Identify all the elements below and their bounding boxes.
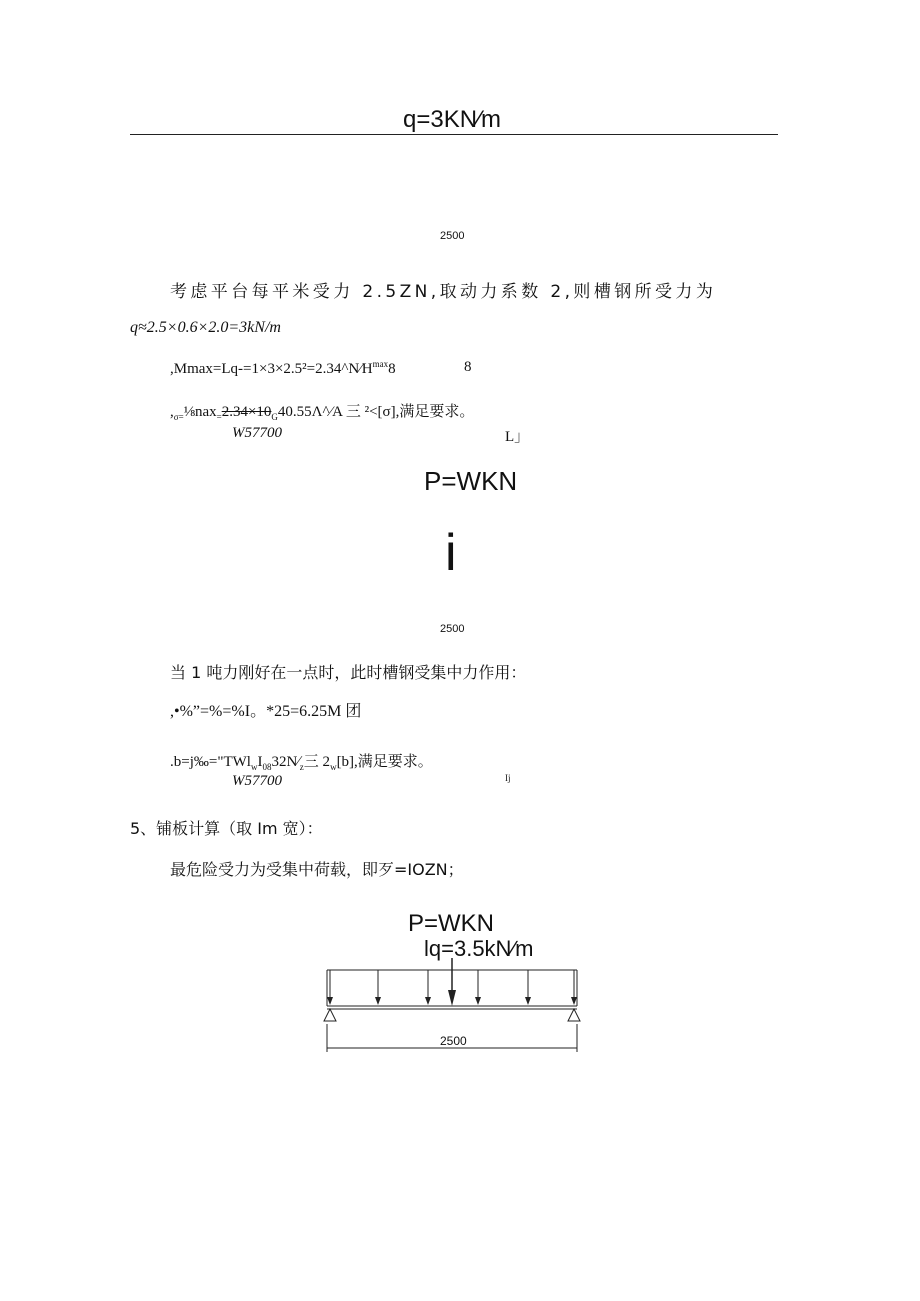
calc2-stress-formula [170,750,433,772]
calc1-stress-sub: σ= [173,412,184,422]
dist-arrowhead-1 [327,997,333,1005]
calc1-section-modulus: W57700 [232,425,282,441]
diagram1-beam-line [130,134,778,135]
calc2-stress-sub-w: w [250,762,258,772]
diagram3-dist-load: lq=3.5kN∕m [424,936,534,961]
diagram1-load-label: q=3KN∕m [403,106,502,133]
diagram2-arrow-glyph: i [445,524,457,582]
calc1-bracket-note: L」 [505,429,530,445]
calc2-section-modulus: W57700 [232,773,282,789]
diagram3-dimension: 2500 [440,1034,467,1048]
calc1-stress-rest: 40.55Λ^⁄A 三 ²<[σ],满足要求。 [277,404,475,420]
calc1-stress-struck: 2.34×10 [221,404,272,420]
calc2-stress-d: 三 2 [303,754,331,770]
calc1-moment-denominator: 8 [464,359,472,375]
calc1-stress-sub2: = [216,412,222,422]
calc1-intro: 考虑平台每平米受力 2.5ZN,取动力系数 2,则槽钢所受力为 [170,282,717,302]
point-arrowhead [448,990,456,1006]
calc2-stress-e: [b],满足要求。 [336,754,433,770]
calc1-stress-main: ⅛nax [183,404,217,420]
dist-arrowhead-6 [571,997,577,1005]
calc1-moment-sup: max [372,359,389,369]
right-support [568,1009,580,1021]
diagram1-dimension: 2500 [440,230,465,242]
calc1-q-formula: q≈2.5×0.6×2.0=3kN/m [130,319,281,336]
calc1-moment-main: ,Mmax=Lq-=1×3×2.5²=2.34^N∕H [170,361,373,377]
calc2-stress-sub-z: z [299,762,304,772]
section5-text: 最危险受力为受集中荷载，即歹=IOZN； [170,860,464,879]
diagram3-point-load: P=WKN [408,910,495,937]
dist-arrowhead-5 [525,997,531,1005]
calc2-stress-a: .b=j‰="TWl [170,754,251,770]
dist-arrowhead-4 [475,997,481,1005]
calc2-note: Ij [505,773,511,783]
calc2-stress-sub-08: 08 [262,762,272,772]
dist-arrowhead-2 [375,997,381,1005]
dist-arrowhead-3 [425,997,431,1005]
diagram2-dimension: 2500 [440,623,465,635]
calc1-moment-formula [170,359,396,378]
left-support [324,1009,336,1021]
calc1-moment-tail: 8 [388,361,396,377]
calc2-moment-formula: ,•%”=%=%I。*25=6.25M 团 [170,703,362,720]
diagram2-load-label: P=WKN [424,466,518,496]
calc2-stress-c: 32N∕ [271,754,300,770]
calc1-stress-prefix: , [170,404,174,420]
section5-heading: 5、铺板计算（取 Im 宽）： [130,819,323,838]
calc2-intro: 当 1 吨力刚好在一点时，此时槽钢受集中力作用： [170,663,527,682]
calc1-stress-sub3: G [271,412,278,422]
calc1-stress-formula [170,400,474,422]
calc2-stress-b: I [257,754,263,770]
calc2-stress-sub-w2: w [330,762,337,772]
